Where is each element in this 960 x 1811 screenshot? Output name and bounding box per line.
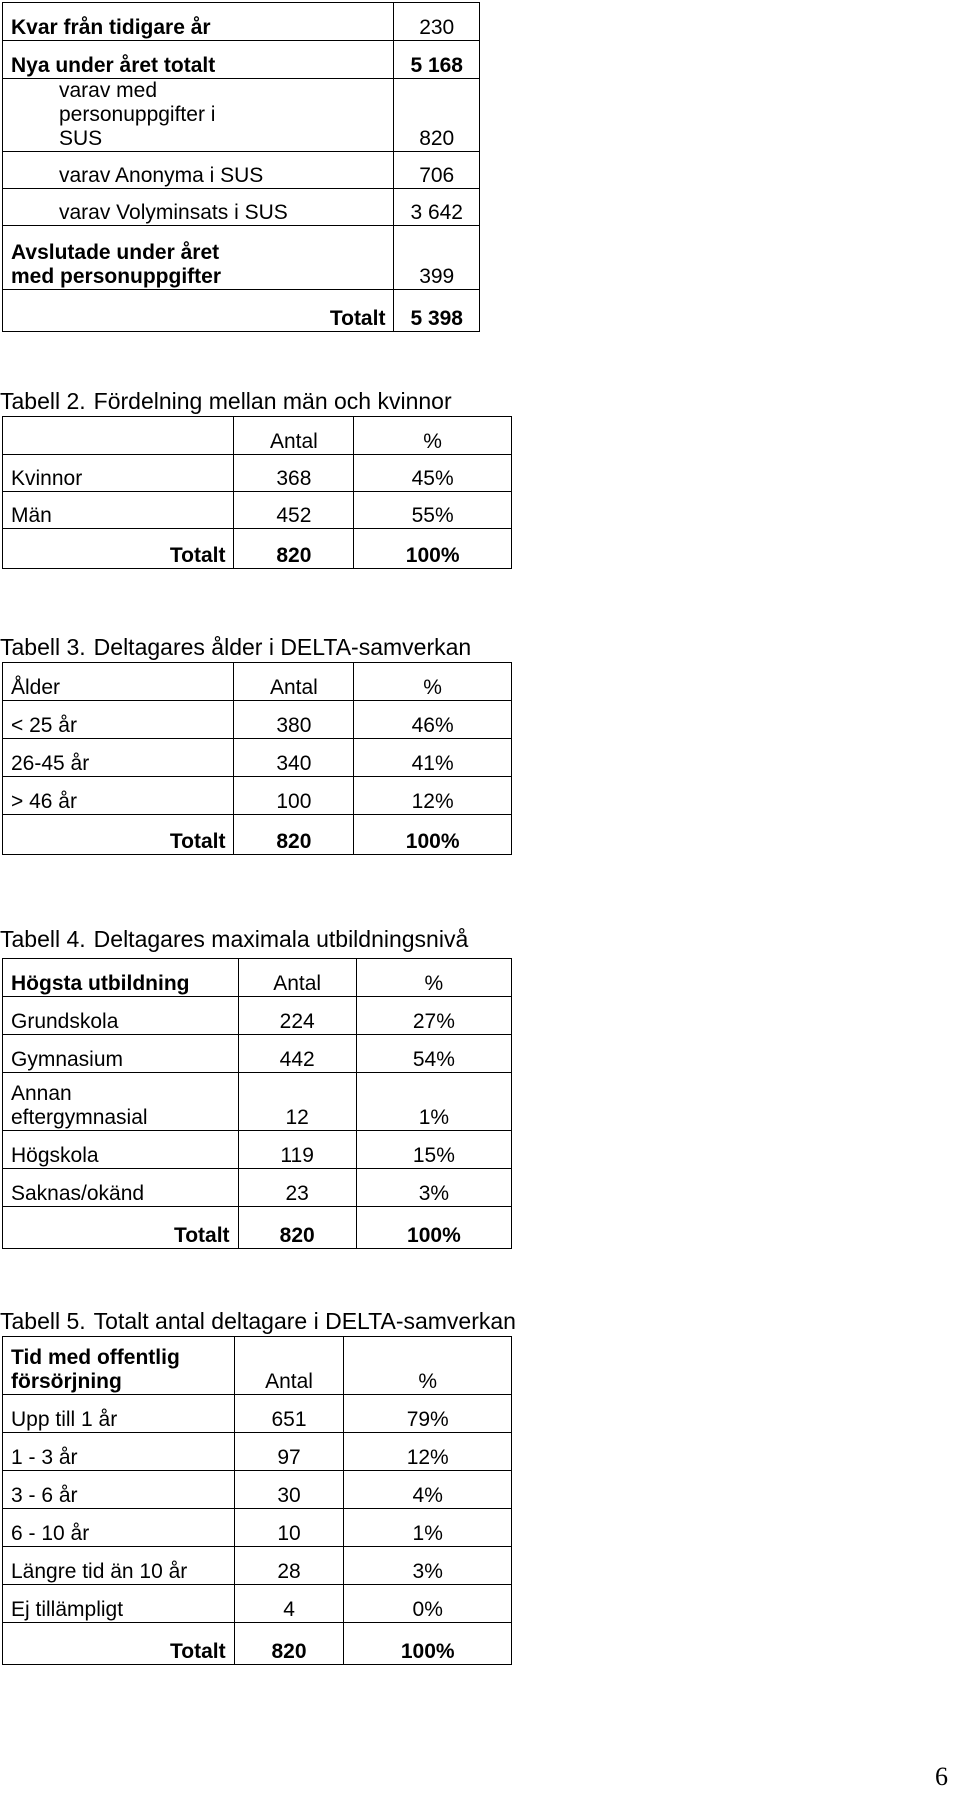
row-percent: 79% [344, 1395, 512, 1433]
total-percent: 100% [354, 529, 512, 569]
header-cell: % [354, 417, 512, 455]
row-count: 100 [234, 777, 354, 815]
row-label: Saknas/okänd [3, 1169, 239, 1207]
total-label: Totalt [3, 1207, 239, 1249]
row-label: varav Anonyma i SUS [3, 152, 394, 189]
table-row [3, 701, 512, 739]
row-count: 30 [234, 1471, 344, 1509]
page-number: 6 [935, 1762, 948, 1791]
header-cell: % [354, 663, 512, 701]
total-label: Totalt [3, 815, 234, 855]
row-percent: 1% [356, 1073, 511, 1131]
header-cell: % [344, 1337, 512, 1395]
row-label: Kvinnor [3, 455, 234, 492]
table-row [3, 3, 480, 41]
row-percent: 0% [344, 1585, 512, 1623]
row-label: Avslutade under året med personuppgifter [3, 226, 394, 290]
table-4-caption [0, 926, 468, 953]
row-label: < 25 år [3, 701, 234, 739]
row-value: 230 [394, 3, 480, 41]
row-percent: 12% [354, 777, 512, 815]
table-row [3, 1433, 512, 1471]
row-percent: 12% [344, 1433, 512, 1471]
row-label: Ej tillämpligt [3, 1585, 235, 1623]
table-2-caption [0, 388, 452, 415]
row-label: Upp till 1 år [3, 1395, 235, 1433]
row-label: 26-45 år [3, 739, 234, 777]
row-percent: 54% [356, 1035, 511, 1073]
table-3 [2, 662, 512, 855]
table-row [3, 1471, 512, 1509]
total-count: 820 [234, 529, 354, 569]
row-percent: 45% [354, 455, 512, 492]
table-total-row [3, 290, 480, 332]
header-cell: Högsta utbildning [3, 959, 239, 997]
table-row [3, 1395, 512, 1433]
total-count: 820 [234, 815, 354, 855]
row-count: 340 [234, 739, 354, 777]
row-percent: 3% [356, 1169, 511, 1207]
table-5-caption [0, 1308, 516, 1335]
row-label: Nya under året totalt [3, 41, 394, 79]
row-count: 651 [234, 1395, 344, 1433]
table-5 [2, 1336, 512, 1665]
total-label: Totalt [3, 529, 234, 569]
row-count: 380 [234, 701, 354, 739]
row-percent: 46% [354, 701, 512, 739]
caption-title: Deltagares maximala utbildningsnivå [93, 926, 469, 952]
row-count: 4 [234, 1585, 344, 1623]
table-total-row [3, 529, 512, 569]
total-count: 820 [234, 1623, 344, 1665]
table-row [3, 492, 512, 529]
table-row [3, 455, 512, 492]
total-value: 5 398 [394, 290, 480, 332]
row-count: 224 [238, 997, 356, 1035]
row-label: 1 - 3 år [3, 1433, 235, 1471]
row-count: 10 [234, 1509, 344, 1547]
table-1 [2, 2, 480, 332]
table-row [3, 189, 480, 226]
header-cell: Antal [234, 1337, 344, 1395]
row-label: Längre tid än 10 år [3, 1547, 235, 1585]
table-header-row [3, 959, 512, 997]
table-row [3, 79, 480, 152]
caption-number: Tabell 5. [0, 1308, 86, 1334]
row-value: 706 [394, 152, 480, 189]
total-count: 820 [238, 1207, 356, 1249]
header-cell: % [356, 959, 511, 997]
total-label: Totalt [3, 290, 394, 332]
table-3-caption [0, 634, 471, 661]
row-count: 368 [234, 455, 354, 492]
row-label: > 46 år [3, 777, 234, 815]
table-row [3, 1547, 512, 1585]
row-percent: 55% [354, 492, 512, 529]
table-row [3, 1509, 512, 1547]
total-percent: 100% [344, 1623, 512, 1665]
row-label: Grundskola [3, 997, 239, 1035]
row-percent: 27% [356, 997, 511, 1035]
row-label: varav med personuppgifter i SUS [3, 79, 394, 152]
table-total-row [3, 1207, 512, 1249]
row-label: Kvar från tidigare år [3, 3, 394, 41]
table-row [3, 1585, 512, 1623]
row-count: 442 [238, 1035, 356, 1073]
table-row [3, 739, 512, 777]
caption-title: Fördelning mellan män och kvinnor [93, 388, 452, 414]
table-row [3, 997, 512, 1035]
row-count: 28 [234, 1547, 344, 1585]
table-row [3, 1131, 512, 1169]
table-row [3, 777, 512, 815]
table-4 [2, 958, 512, 1249]
row-value: 820 [394, 79, 480, 152]
caption-number: Tabell 2. [0, 388, 86, 414]
table-total-row [3, 815, 512, 855]
row-label: Högskola [3, 1131, 239, 1169]
row-percent: 15% [356, 1131, 511, 1169]
caption-number: Tabell 3. [0, 634, 86, 660]
table-row [3, 1073, 512, 1131]
row-label: Annan eftergymnasial [3, 1073, 239, 1131]
table-row [3, 226, 480, 290]
row-percent: 1% [344, 1509, 512, 1547]
header-cell: Antal [234, 663, 354, 701]
table-total-row [3, 1623, 512, 1665]
row-label: Gymnasium [3, 1035, 239, 1073]
row-value: 3 642 [394, 189, 480, 226]
header-cell: Tid med offentlig försörjning [3, 1337, 235, 1395]
row-value: 5 168 [394, 41, 480, 79]
total-percent: 100% [354, 815, 512, 855]
table-2 [2, 416, 512, 569]
table-row [3, 1169, 512, 1207]
total-label: Totalt [3, 1623, 235, 1665]
table-row [3, 1035, 512, 1073]
table-row [3, 41, 480, 79]
row-count: 97 [234, 1433, 344, 1471]
row-label: 3 - 6 år [3, 1471, 235, 1509]
row-value: 399 [394, 226, 480, 290]
header-cell: Ålder [3, 663, 234, 701]
row-percent: 41% [354, 739, 512, 777]
table-header-row [3, 417, 512, 455]
header-cell [3, 417, 234, 455]
row-count: 23 [238, 1169, 356, 1207]
total-percent: 100% [356, 1207, 511, 1249]
caption-title: Totalt antal deltagare i DELTA-samverkan [93, 1308, 516, 1334]
table-row [3, 152, 480, 189]
header-cell: Antal [238, 959, 356, 997]
row-count: 452 [234, 492, 354, 529]
table-header-row [3, 663, 512, 701]
caption-title: Deltagares ålder i DELTA-samverkan [93, 634, 472, 660]
row-label: Män [3, 492, 234, 529]
row-label: varav Volyminsats i SUS [3, 189, 394, 226]
row-label: 6 - 10 år [3, 1509, 235, 1547]
row-count: 12 [238, 1073, 356, 1131]
row-percent: 4% [344, 1471, 512, 1509]
row-count: 119 [238, 1131, 356, 1169]
table-header-row [3, 1337, 512, 1395]
header-cell: Antal [234, 417, 354, 455]
row-percent: 3% [344, 1547, 512, 1585]
caption-number: Tabell 4. [0, 926, 86, 952]
